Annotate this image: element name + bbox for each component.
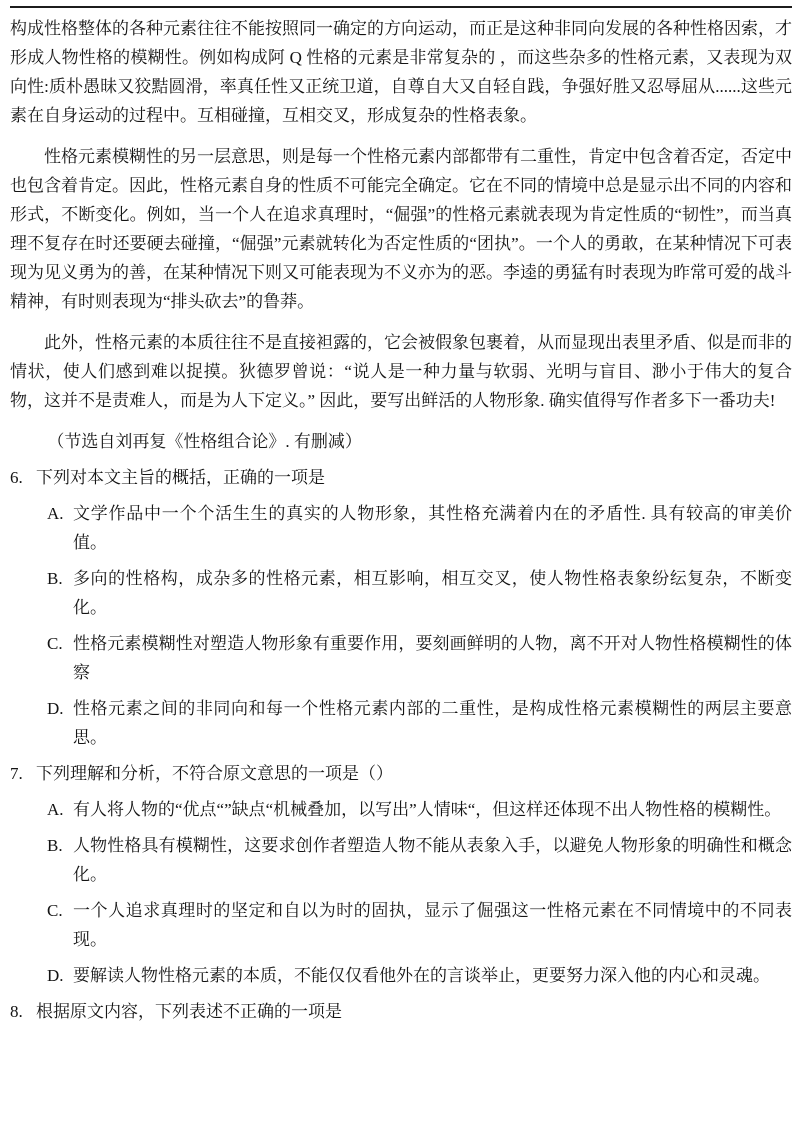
question-6 — [10, 463, 792, 752]
option-label: D. — [47, 966, 64, 985]
option-text: 多向的性格构，成杂多的性格元素，相互影响，相互交叉，使人物性格表象纷纭复杂，不断变化。 — [73, 569, 792, 617]
question-6-option-b — [47, 564, 792, 622]
question-7-stem: 下列理解和分析，不符合原文意思的一项是（） — [36, 764, 393, 783]
source-note: （节选自刘再复《性格组合论》. 有删减） — [47, 432, 362, 451]
article-paragraph-2: 性格元素模糊性的另一层意思，则是每一个性格元素内部都带有二重性，肯定中包含着否定，否定中也包含着肯定。因此，性格元素自身的性质不可能完全确定。它在不同的情境中总是显示出不同的内容和形式，不断变化。例如，当一个人在追求真理时，“倔强”的性格元素就表现为肯定性质的“韧性”，而当真理不复存在时还要硬去碰撞，“倔强”元素就转化为否定性质的“团执”。一个人的勇敢，在某种情况下可表现为见义勇为的善，在某种情况下则又可能表现为不义亦为的恶。李逵的勇猛有时表现为昨常可爱的战斗精神，有时则表现为“排头砍去”的鲁莽。 — [10, 147, 792, 311]
question-7-option-d — [47, 961, 792, 990]
option-text: 人物性格具有模糊性，这要求创作者塑造人物不能从表象入手，以避免人物形象的明确性和概念化。 — [73, 836, 792, 884]
question-7 — [10, 759, 792, 990]
page-top-rule — [10, 6, 792, 8]
option-text: 有人将人物的“优点“”缺点“机械叠加，以写出”人情味“，但这样还体现不出人物性格的模糊性。 — [73, 800, 782, 819]
option-text: 要解读人物性格元素的本质，不能仅仅看他外在的言谈举止，更要努力深入他的内心和灵魂。 — [73, 966, 770, 985]
option-label: D. — [47, 699, 64, 718]
article-paragraph-1: 构成性格整体的各种元素往往不能按照同一确定的方向运动，而正是这种非同向发展的各种性格因索，才形成人物性格的模糊性。例如构成阿 Q 性格的元素是非常复杂的 ，而这些杂多的性格元素，又表现为双向性:质朴愚昧又狡黠圆滑，率真任性又正统卫道，自尊自大又自轻自践，争强好胜又忍辱屈从......这些元素在自身运动的过程中。互相碰撞，互相交叉，形成复杂的性格表象。 — [10, 19, 792, 125]
question-7-option-a — [47, 795, 792, 824]
question-7-number: 7. — [10, 764, 23, 783]
question-7-option-b — [47, 831, 792, 889]
question-8-stem-row — [10, 997, 792, 1026]
question-6-number: 6. — [10, 468, 23, 487]
question-6-option-c — [47, 629, 792, 687]
question-7-stem-row — [10, 759, 792, 788]
question-8-stem: 根据原文内容，下列表述不正确的一项是 — [36, 1002, 342, 1021]
option-label: A. — [47, 504, 64, 523]
option-text: 性格元素之间的非同向和每一个性格元素内部的二重性，是构成性格元素模糊性的两层主要意思。 — [73, 699, 792, 747]
option-text: 文学作品中一个个活生生的真实的人物形象，其性格充满着内在的矛盾性. 具有较高的审美价值。 — [73, 504, 792, 552]
option-label: C. — [47, 901, 63, 920]
option-label: C. — [47, 634, 63, 653]
question-8 — [10, 997, 792, 1026]
option-text: 一个人追求真理时的坚定和自以为时的固执，显示了倔强这一性格元素在不同情境中的不同表现。 — [73, 901, 792, 949]
option-label: A. — [47, 800, 64, 819]
option-label: B. — [47, 569, 63, 588]
question-8-number: 8. — [10, 1002, 23, 1021]
option-text: 性格元素模糊性对塑造人物形象有重要作用，要刻画鲜明的人物，离不开对人物性格模糊性的体察 — [73, 634, 792, 682]
question-6-stem: 下列对本文主旨的概括，正确的一项是 — [36, 468, 325, 487]
option-label: B. — [47, 836, 63, 855]
question-6-option-a — [47, 499, 792, 557]
question-6-option-d — [47, 694, 792, 752]
question-7-option-c — [47, 896, 792, 954]
question-6-stem-row — [10, 463, 792, 492]
article-paragraph-3: 此外，性格元素的本质往往不是直接袒露的，它会被假象包裹着，从而显现出表里矛盾、似是而非的情状，使人们感到难以捉摸。狄德罗曾说：“说人是一种力量与软弱、光明与盲目、渺小于伟大的复合物，这并不是责难人，而是为人下定义。” 因此，要写出鲜活的人物形象. 确实值得写作者多下一番功夫! — [10, 333, 792, 410]
